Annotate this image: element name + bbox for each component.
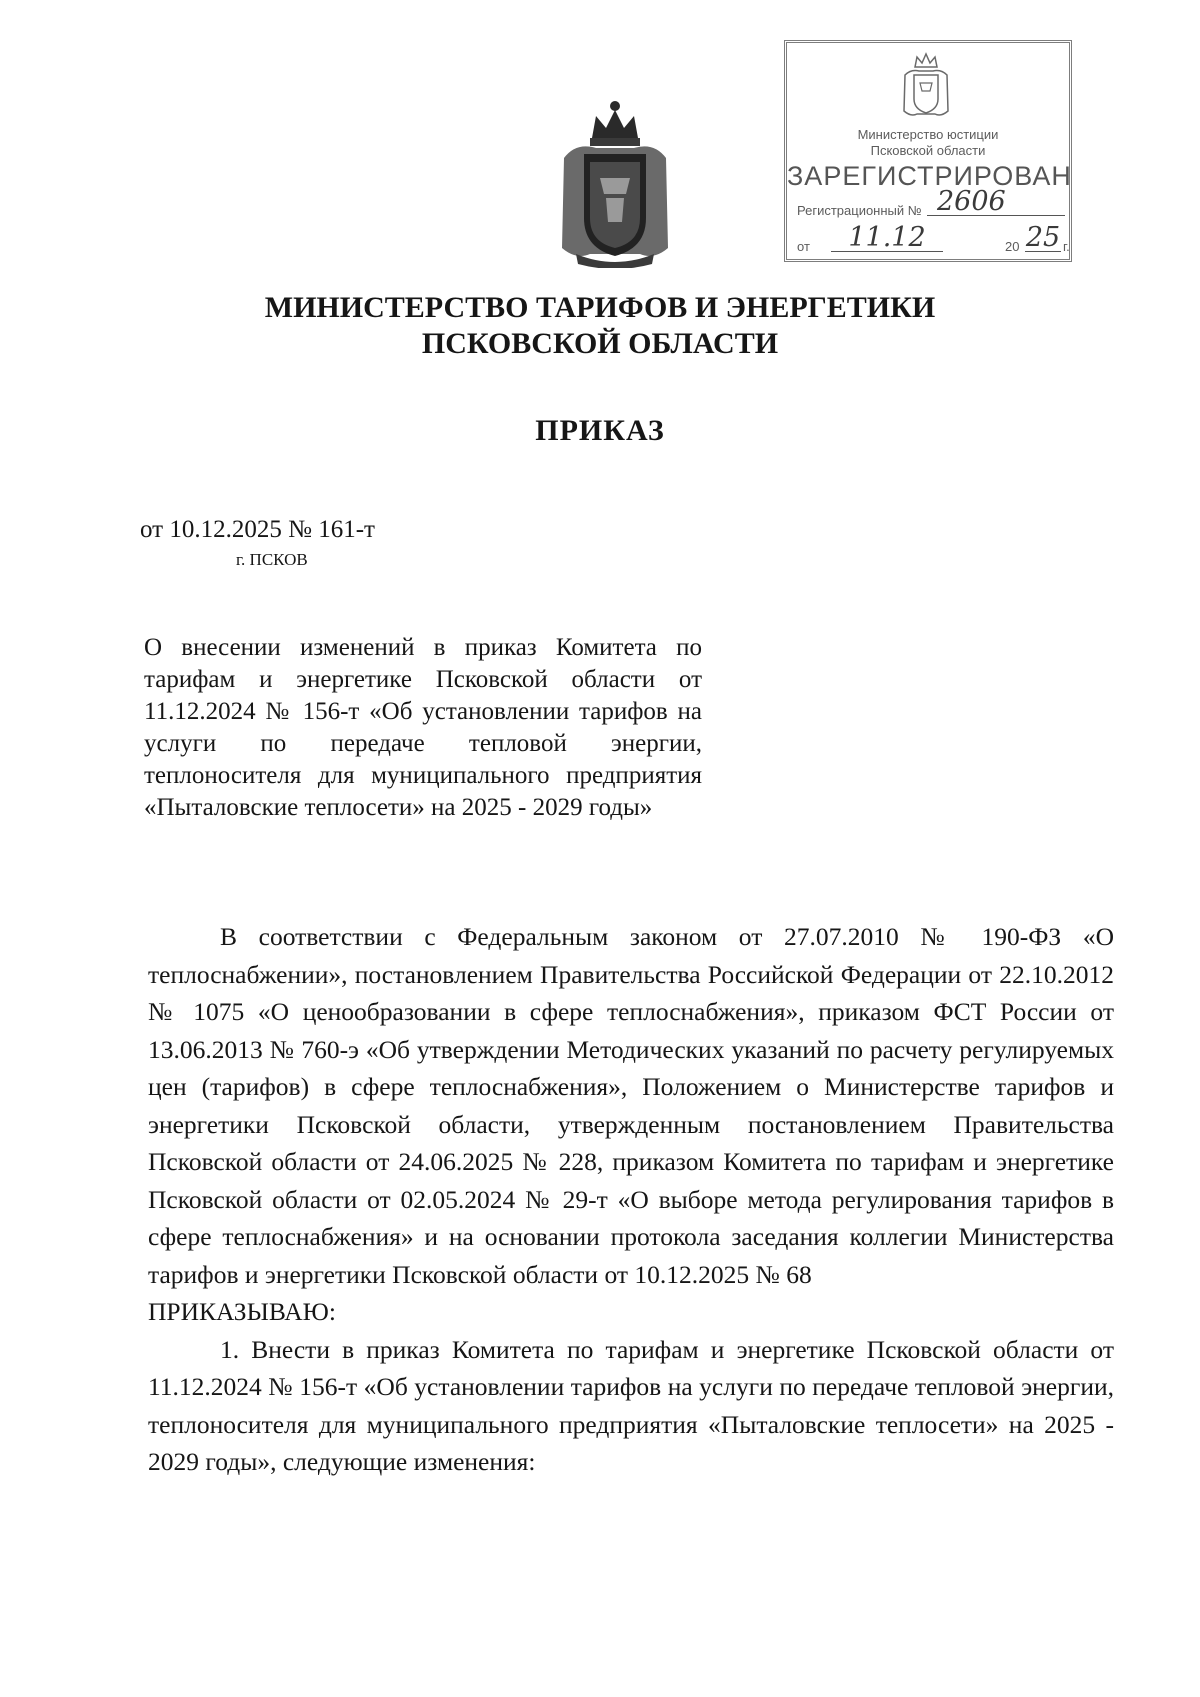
stamp-year-suffix: г. bbox=[1063, 239, 1070, 254]
ministry-title-line2: ПСКОВСКОЙ ОБЛАСТИ bbox=[421, 327, 779, 360]
ministry-title bbox=[200, 290, 1000, 362]
stamp-year-prefix: 20 bbox=[1005, 239, 1020, 254]
preamble-paragraph: В соответствии с Федеральным законом от 27.07.2010 № 190-ФЗ «О теплоснабжении», постановлением Правительства Российской Федерации от 22.10.2012 № 1075 «О ценообразовании в сфере теплоснабжения», приказом ФСТ России от 13.06.2013 № 760-э «Об утверждении Методических указаний по расчету регулируемых цен (тарифов) в сфере теплоснабжения», Положением о Министерстве тарифов и энергетики Псковской области, утвержденным постановлением Правительства Псковской области от 24.06.2025 № 228, приказом Комитета по тарифам и энергетике Псковской области от 02.05.2024 № 29-т «О выборе метода регулирования тарифов в сфере теплоснабжения» и на основании протокола заседания коллегии Министерства тарифов и энергетики Псковской области от 10.12.2025 № 68 bbox=[148, 922, 1114, 1289]
order-body bbox=[148, 918, 1114, 1481]
stamp-date-prefix: от bbox=[797, 239, 810, 254]
stamp-emblem-icon bbox=[899, 51, 953, 121]
stamp-reg-row bbox=[797, 186, 1059, 218]
order-number: от 10.12.2025 № 161-т bbox=[140, 516, 375, 543]
ministry-title-line1: МИНИСТЕРСТВО ТАРИФОВ И ЭНЕРГЕТИКИ bbox=[264, 291, 936, 324]
document-type: ПРИКАЗ bbox=[535, 414, 665, 447]
stamp-reg-number: 2606 bbox=[927, 189, 1065, 216]
order-subject: О внесении изменений в приказ Комитета по тарифам и энергетике Псковской области от 11.12.2024 № 156-т «Об установлении тарифов на услуги по передаче тепловой энергии, теплоносителя для муниципального предприятия «Пыталовские теплосети» на 2025 - 2029 годы» bbox=[144, 634, 702, 821]
stamp-status: ЗАРЕГИСТРИРОВАН bbox=[787, 161, 1072, 191]
stamp-date-row bbox=[797, 222, 1070, 254]
item-1-paragraph: 1. Внести в приказ Комитета по тарифам и энергетике Псковской области от 11.12.2024 № 156-т «Об установлении тарифов на услуги по передаче тепловой энергии, теплоносителя для муниципального предприятия «Пыталовские теплосети» на 2025 - 2029 годы», следующие изменения: bbox=[148, 1334, 1114, 1476]
stamp-reg-label: Регистрационный № bbox=[797, 203, 922, 218]
city: г. ПСКОВ bbox=[236, 550, 308, 569]
stamp-authority-line1: Министерство юстиции bbox=[857, 127, 999, 142]
coat-of-arms-icon bbox=[556, 98, 674, 268]
stamp-date: 11.12 bbox=[831, 225, 943, 252]
registration-stamp bbox=[784, 40, 1072, 262]
stamp-year: 25 bbox=[1025, 222, 1061, 253]
stamp-authority-line2: Псковской области bbox=[870, 143, 986, 158]
directive: ПРИКАЗЫВАЮ: bbox=[148, 1297, 336, 1326]
